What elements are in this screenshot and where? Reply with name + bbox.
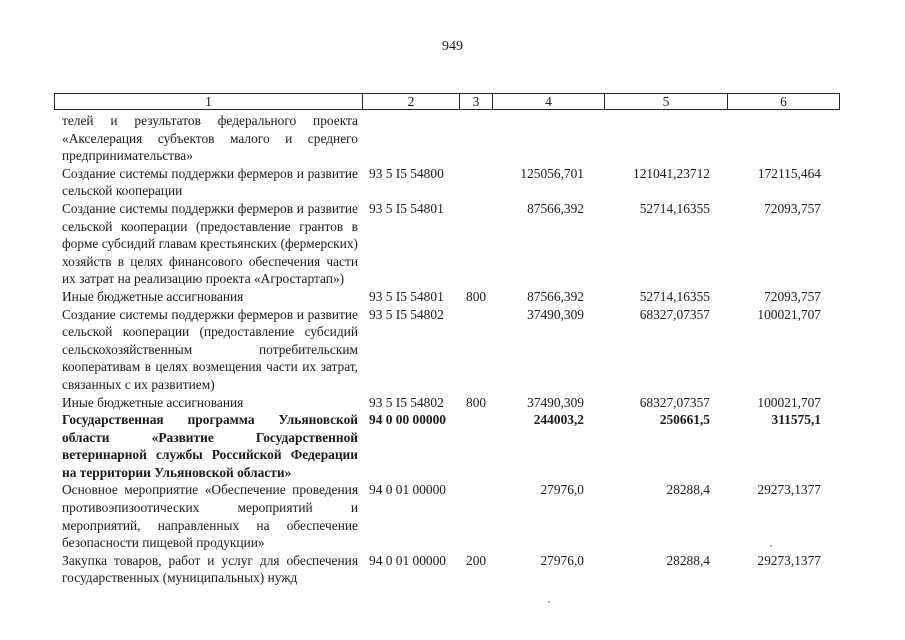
- row-value-col6: 100021,707: [757, 306, 821, 322]
- table-body: [0, 112, 905, 587]
- row-code: 93 5 I5 54801: [369, 200, 444, 216]
- table-row: [0, 481, 905, 551]
- row-code: 94 0 00 00000: [369, 412, 446, 428]
- row-code: 93 5 I5 54801: [369, 288, 444, 304]
- row-value-col6: 72093,757: [764, 288, 821, 304]
- row-name: Основное мероприятие «Обеспечение проведения противоэпизоотических мероприятий и мероприятий, направленных на обеспечение безопасности пищевой продукции»: [62, 482, 358, 551]
- row-value-col4: 27976,0: [540, 552, 584, 568]
- row-code: 93 5 I5 54800: [369, 165, 444, 181]
- row-vr: 800: [466, 288, 487, 304]
- row-value-col5: 28288,4: [666, 552, 710, 568]
- table-row: [0, 306, 905, 394]
- row-value-col4: 244003,2: [533, 412, 584, 428]
- row-value-col6: 29273,1377: [757, 552, 821, 568]
- row-value-col6: 311575,1: [771, 412, 821, 428]
- table-row: [0, 112, 905, 165]
- row-name: Создание системы поддержки фермеров и развитие сельской кооперации (предоставление грантов в форме субсидий главам крестьянских (фермерских) хозяйств в целях финансового обеспечения части их затрат на реализацию проекта «Агростартап»): [62, 200, 358, 287]
- table-row: [0, 165, 905, 200]
- row-value-col4: 37490,309: [527, 394, 584, 410]
- table-header: [54, 93, 840, 110]
- header-col-3: 3: [460, 94, 493, 109]
- row-code: 93 5 I5 54802: [369, 394, 444, 410]
- row-value-col5: 121041,23712: [633, 165, 710, 181]
- row-value-col5: 52714,16355: [639, 200, 710, 216]
- table-row: [0, 411, 905, 481]
- table-row: [0, 288, 905, 306]
- header-col-1: 1: [55, 94, 363, 109]
- header-col-5: 5: [605, 94, 728, 109]
- row-code: 94 0 01 00000: [369, 552, 446, 568]
- row-name: Государственная программа Ульяновской области «Развитие Государственной ветеринарной службы Российской Федерации на территории Ульяновской области»: [62, 412, 358, 480]
- row-vr: 200: [466, 552, 487, 568]
- header-col-2: 2: [363, 94, 460, 109]
- row-value-col5: 52714,16355: [639, 288, 710, 304]
- row-name: телей и результатов федерального проекта «Акселерация субъектов малого и среднего предпринимательства»: [62, 113, 358, 164]
- scan-speck: [548, 601, 550, 603]
- row-value-col6: 29273,1377: [757, 482, 821, 498]
- row-name: Иные бюджетные ассигнования: [62, 394, 244, 410]
- row-code: 94 0 01 00000: [369, 482, 446, 498]
- row-vr: 800: [466, 394, 487, 410]
- row-value-col5: 250661,5: [659, 412, 710, 428]
- row-value-col4: 27976,0: [540, 482, 584, 498]
- row-code: 93 5 I5 54802: [369, 306, 444, 322]
- header-col-4: 4: [493, 94, 605, 109]
- row-value-col5: 28288,4: [666, 482, 710, 498]
- row-value-col4: 125056,701: [520, 165, 584, 181]
- row-value-col5: 68327,07357: [639, 394, 710, 410]
- row-name: Иные бюджетные ассигнования: [62, 288, 244, 304]
- row-value-col4: 37490,309: [527, 306, 584, 322]
- row-name: Закупка товаров, работ и услуг для обеспечения государственных (муниципальных) нужд: [62, 552, 358, 586]
- row-value-col4: 87566,392: [527, 200, 584, 216]
- table-row: [0, 200, 905, 288]
- scan-speck: [770, 545, 772, 547]
- row-name: Создание системы поддержки фермеров и развитие сельской кооперации (предоставление субсидий сельскохозяйственным потребительским кооперативам в целях возмещения части их затрат, связанных с их развитием): [62, 306, 358, 392]
- row-value-col4: 87566,392: [527, 288, 584, 304]
- header-col-6: 6: [780, 94, 787, 109]
- row-value-col6: 172115,464: [757, 165, 821, 181]
- row-value-col6: 100021,707: [757, 394, 821, 410]
- table-row: [0, 552, 905, 587]
- row-name: Создание системы поддержки фермеров и развитие сельской кооперации: [62, 165, 358, 199]
- page-number: 949: [442, 39, 463, 54]
- row-value-col6: 72093,757: [764, 200, 821, 216]
- table-row: [0, 394, 905, 412]
- row-value-col5: 68327,07357: [639, 306, 710, 322]
